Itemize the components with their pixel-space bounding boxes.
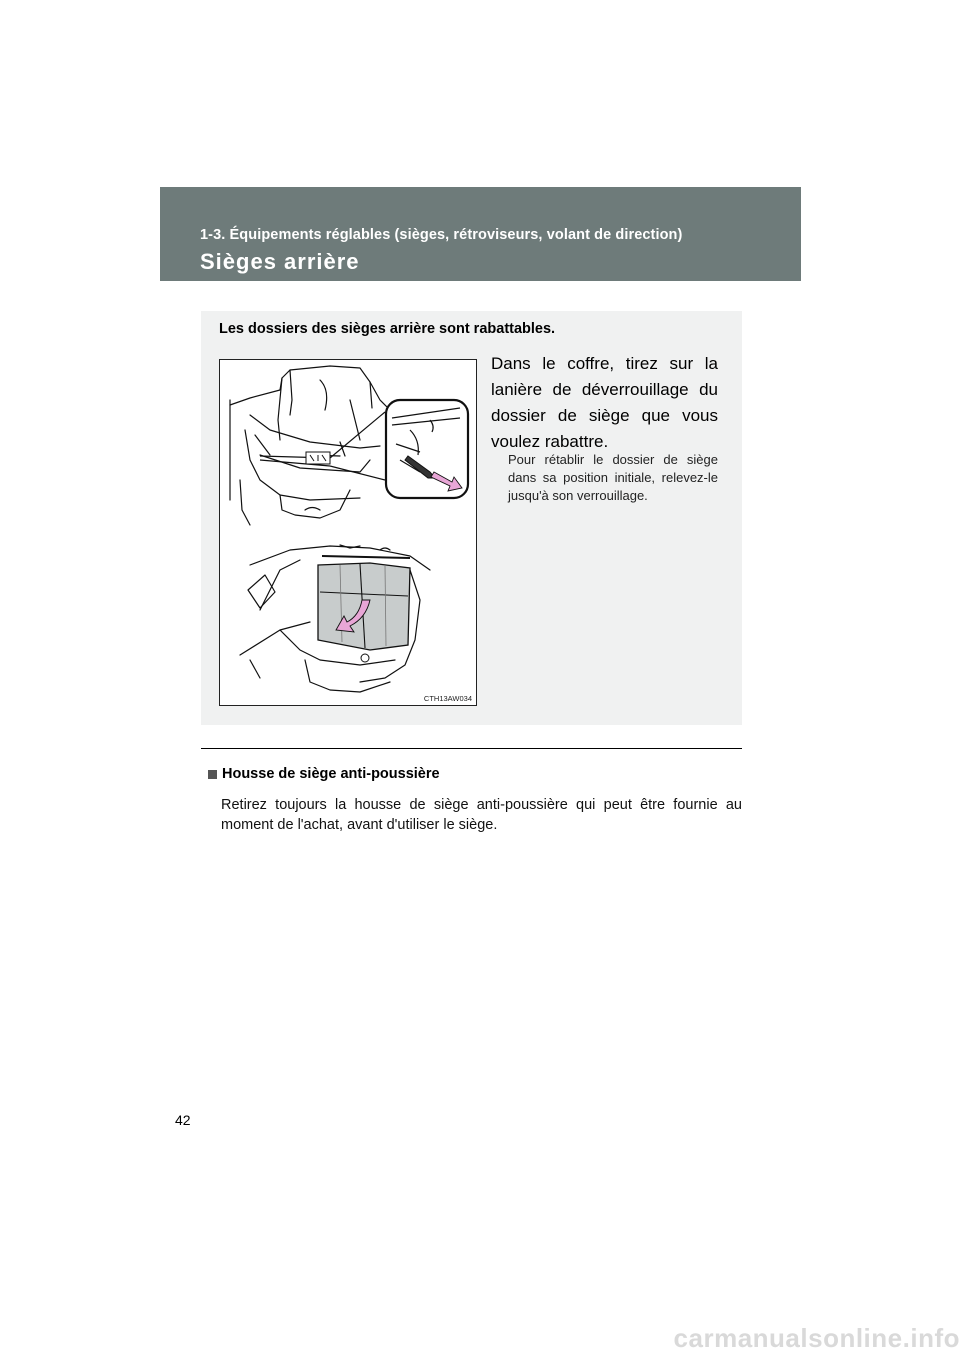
info-heading-text: Housse de siège anti-poussière [222,766,440,782]
page-number: 42 [175,1112,191,1128]
section-breadcrumb: 1-3. Équipements réglables (sièges, rétroviseurs, volant de direction) [200,227,683,243]
instruction-panel [201,311,742,725]
page-title: Sièges arrière [200,249,360,274]
illustration-frame [219,359,477,706]
panel-intro: Les dossiers des sièges arrière sont rabattables. [219,321,556,337]
figure-code: CTH13AW034 [423,694,472,703]
info-heading [208,766,440,782]
square-bullet-icon [208,770,217,779]
section-header-band [160,187,801,281]
watermark: carmanualsonline.info [673,1323,960,1353]
step-instruction: Dans le coffre, tirez sur la lanière de déverrouillage du dossier de siège que vous voulez rabattre. [491,354,718,451]
step-note: Pour rétablir le dossier de siège dans sa position initiale, relevez-le jusqu'à son verrouillage. [508,452,718,503]
rear-seat-illustration [220,360,476,705]
section-divider [201,748,742,749]
info-body: Retirez toujours la housse de siège anti-poussière qui peut être fournie au moment de l'achat, avant d'utiliser le siège. [221,797,742,833]
